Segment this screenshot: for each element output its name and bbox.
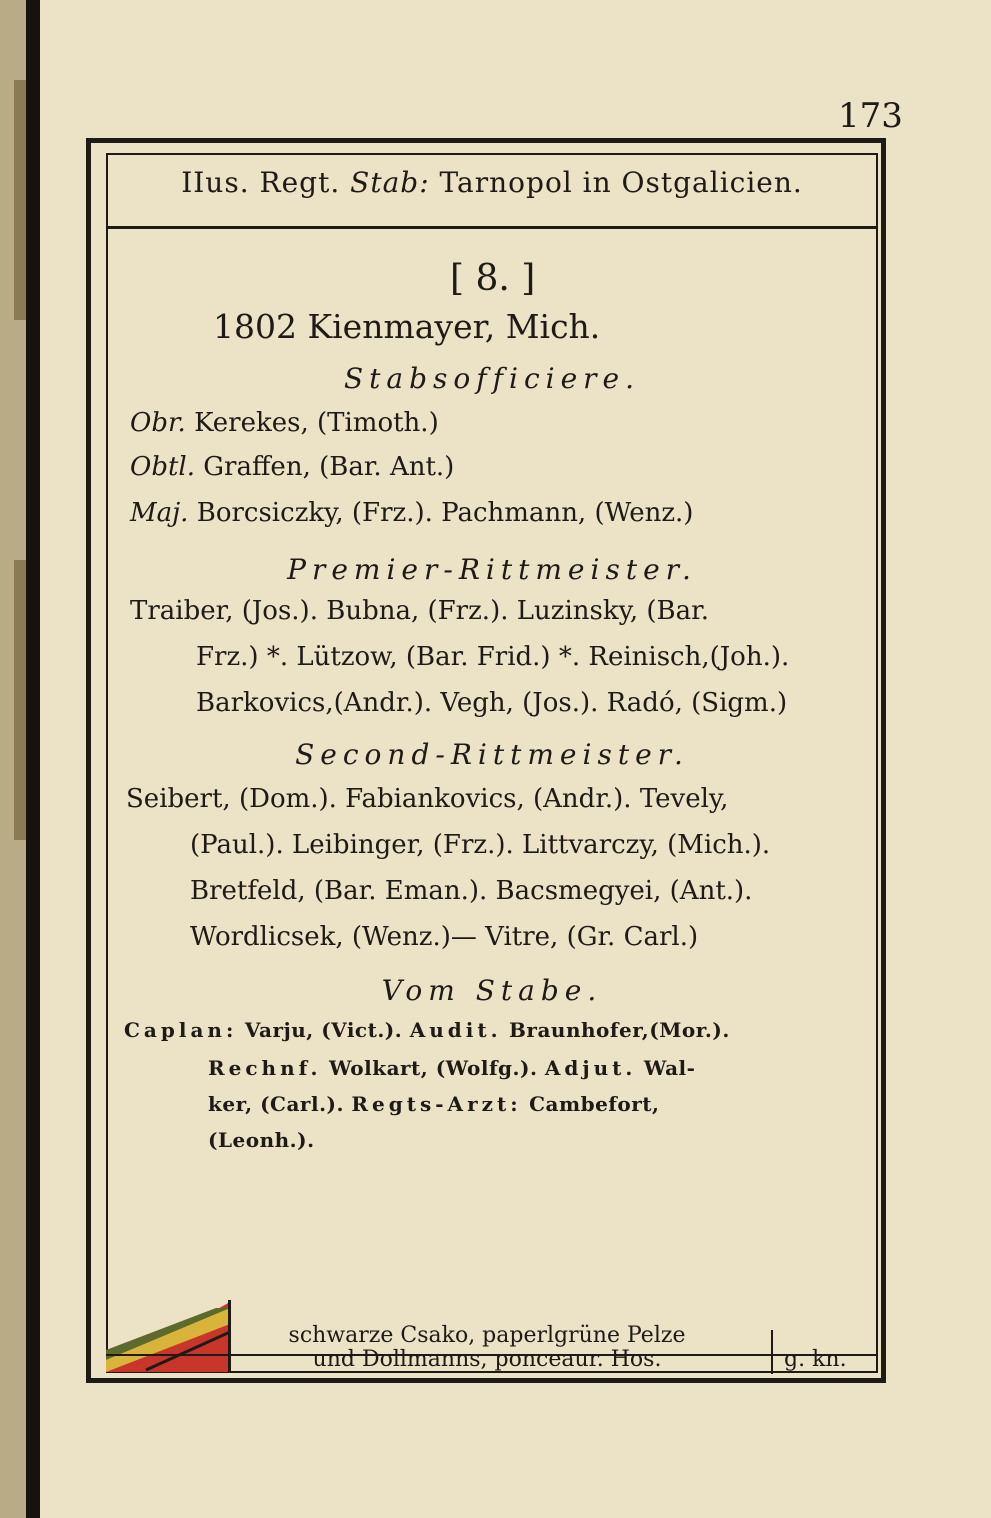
gutter-stripe [14,80,26,320]
page-header [106,166,878,199]
second-line: Wordlicsek, (Wenz.)— Vitre, (Gr. Carl.) [190,922,699,952]
rank-label: Obr. [130,408,186,438]
heading-premier-rittmeister: Premier-Rittmeister. [287,553,697,586]
audit-label: Audit. [409,1018,502,1042]
entry-names: Kerekes, (Timoth.) [194,408,439,438]
vom-stabe-line [208,1056,695,1080]
vom-stabe-line [208,1092,660,1116]
uniform-description [232,1324,742,1372]
vom-stabe-text: ker, (Carl.). [208,1092,344,1116]
rank-label: Obtl. [130,452,195,482]
uniform-line: schwarze Csako, paperlgrüne Pelze [288,1323,686,1348]
premier-line: Traiber, (Jos.). Bubna, (Frz.). Luzinsky, (Bar. [130,596,709,626]
premier-line: Barkovics,(Andr.). Vegh, (Jos.). Radó, (Sigm.) [196,688,788,718]
header-location: Tarnopol in Ostgalicien. [439,166,803,199]
vom-stabe-text: Varju, (Vict.). [244,1018,403,1042]
vom-stabe-line: (Leonh.). [208,1128,315,1152]
entry-obr [130,408,439,438]
footer-separator [771,1330,773,1374]
uniform-line: und Dollmanns, ponceaur. Hos. [312,1347,662,1372]
vom-stabe-text: Wal- [643,1056,696,1080]
vom-stabe-text: Cambefort, [529,1092,660,1116]
footer-divider [228,1300,231,1372]
page-number: 173 [838,96,903,136]
header-rule [106,226,878,229]
regiment-inhaber: 1802 Kienmayer, Mich. [213,307,601,346]
adjut-label: Adjut. [544,1056,637,1080]
gutter-stripe [14,560,26,840]
vom-stabe-text: Braunhofer,(Mor.). [509,1018,730,1042]
entry-obtl [130,452,454,482]
rank-label: Maj. [130,498,189,528]
second-line: Seibert, (Dom.). Fabiankovics, (Andr.). Tevely, [126,784,729,814]
header-stab-label: Stab: [350,166,430,199]
second-line: Bretfeld, (Bar. Eman.). Bacsmegyei, (Ant.). [190,876,753,906]
entry-maj [130,498,693,528]
header-prefix: IIus. Regt. [181,166,341,199]
heading-vom-stabe: Vom Stabe. [381,974,603,1007]
caplan-label: Caplan: [124,1018,238,1042]
second-line: (Paul.). Leibinger, (Frz.). Littvarczy, (Mich.). [190,830,771,860]
vom-stabe-text: Wolkart, (Wolfg.). [328,1056,538,1080]
heading-stabsofficiere: Stabsofficiere. [343,362,641,395]
uniform-color-swatch [106,1302,230,1372]
vom-stabe-line [124,1018,730,1042]
uniform-buttons: g. kn. [784,1347,847,1372]
heading-second-rittmeister: Second-Rittmeister. [295,738,689,771]
entry-names: Graffen, (Bar. Ant.) [203,452,455,482]
regiment-number: [ 8. ] [450,258,536,299]
regts-arzt-label: Regts-Arzt: [351,1092,522,1116]
book-spine-shadow [26,0,40,1518]
entry-names: Borcsiczky, (Frz.). Pachmann, (Wenz.) [196,498,694,528]
rechnf-label: Rechnf. [208,1056,322,1080]
premier-line: Frz.) *. Lützow, (Bar. Frid.) *. Reinisch,(Joh.). [196,642,790,672]
